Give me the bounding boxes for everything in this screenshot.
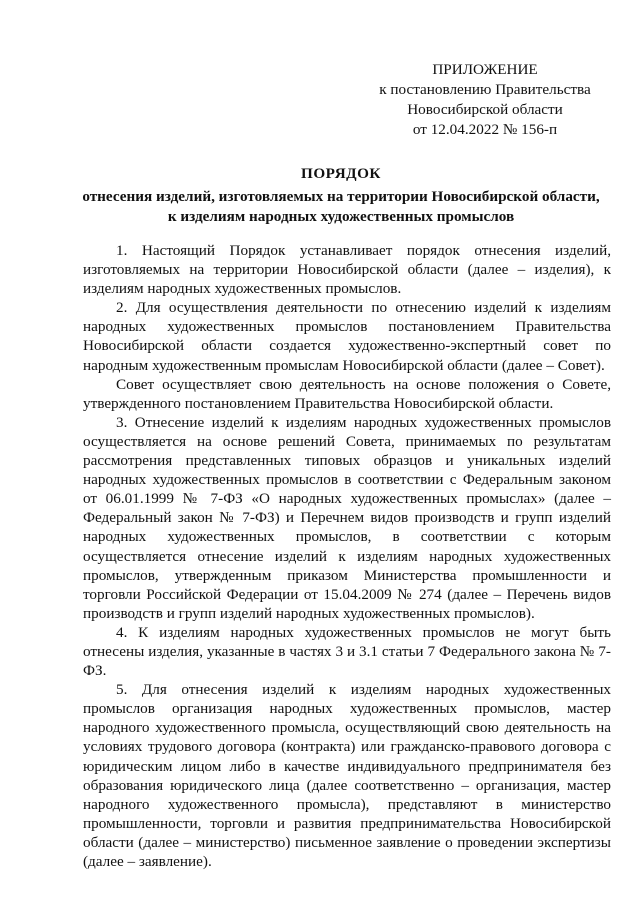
appendix-date-number: от 12.04.2022 № 156-п bbox=[412, 121, 558, 138]
paragraph-2: 2. Для осуществления деятельности по отнесению изделий к изделиям народных художественных промыслов постановлением Правительства Новосибирской области создается художественно-экспертный совет по народным художественным промыслам Новосибирской области (далее – Совет). bbox=[83, 299, 611, 374]
paragraph-4: 4. К изделиям народных художественных промыслов не могут быть отнесены изделия, указанные в частях 3 и 3.1 статьи 7 Федерального закона № 7-ФЗ. bbox=[83, 623, 611, 680]
paragraph-1: 1. Настоящий Порядок устанавливает порядок отнесения изделий, изготовляемых на территории Новосибирской области (далее – изделия), к изделиям народных художественных промыслов. bbox=[83, 242, 611, 298]
paragraph-2-continued: Совет осуществляет свою деятельность на основе положения о Совете, утвержденного постановлением Правительства Новосибирской области. bbox=[83, 375, 611, 412]
document-subtitle-line-2: к изделиям народных художественных промыслов bbox=[167, 208, 515, 225]
appendix-region: Новосибирской области bbox=[407, 101, 563, 118]
appendix-decree-ref: к постановлению Правительства bbox=[379, 81, 591, 98]
document-heading bbox=[70, 164, 612, 227]
appendix-label: ПРИЛОЖЕНИЕ bbox=[432, 61, 538, 78]
paragraph-5: 5. Для отнесения изделий к изделиям народных художественных промыслов организация народных художественных промыслов, мастер народного художественного промысла, осуществляющий свою деятельность на условиях трудового договора (контракта) или гражданско-правового договора с юридическим лицом либо в качестве индивидуального предпринимателя без образования юридического лица (далее соответственно – организация, мастер народного художественного промысла), представляют в министерство промышленности, торговли и развития предпринимательства Новосибирской области (далее – министерство) письменное заявление о проведении экспертизы (далее – заявление). bbox=[83, 681, 611, 870]
document-body bbox=[83, 241, 611, 871]
paragraph-3: 3. Отнесение изделий к изделиям народных художественных промыслов осуществляется на основе решений Совета, принимаемых по результатам рассмотрения представленных типовых образцов и уникальных изделий народных художественных промыслов в соответствии с Федеральным законом от 06.01.1999 № 7-ФЗ «О народных художественных промыслах» (далее – Федеральный закон № 7-ФЗ) и Перечнем видов производств и групп изделий народных художественных промыслов, в соответствии с которым осуществляется отнесение изделий к изделиям народных художественных промыслов, утвержденным приказом Министерства промышленности и торговли Российской Федерации от 15.04.2009 № 274 (далее – Перечень видов производств и групп изделий народных художественных промыслов). bbox=[83, 413, 611, 622]
document-title: ПОРЯДОК bbox=[301, 165, 381, 182]
appendix-block bbox=[360, 60, 610, 140]
document-subtitle-line-1: отнесения изделий, изготовляемых на территории Новосибирской области, bbox=[82, 188, 600, 205]
